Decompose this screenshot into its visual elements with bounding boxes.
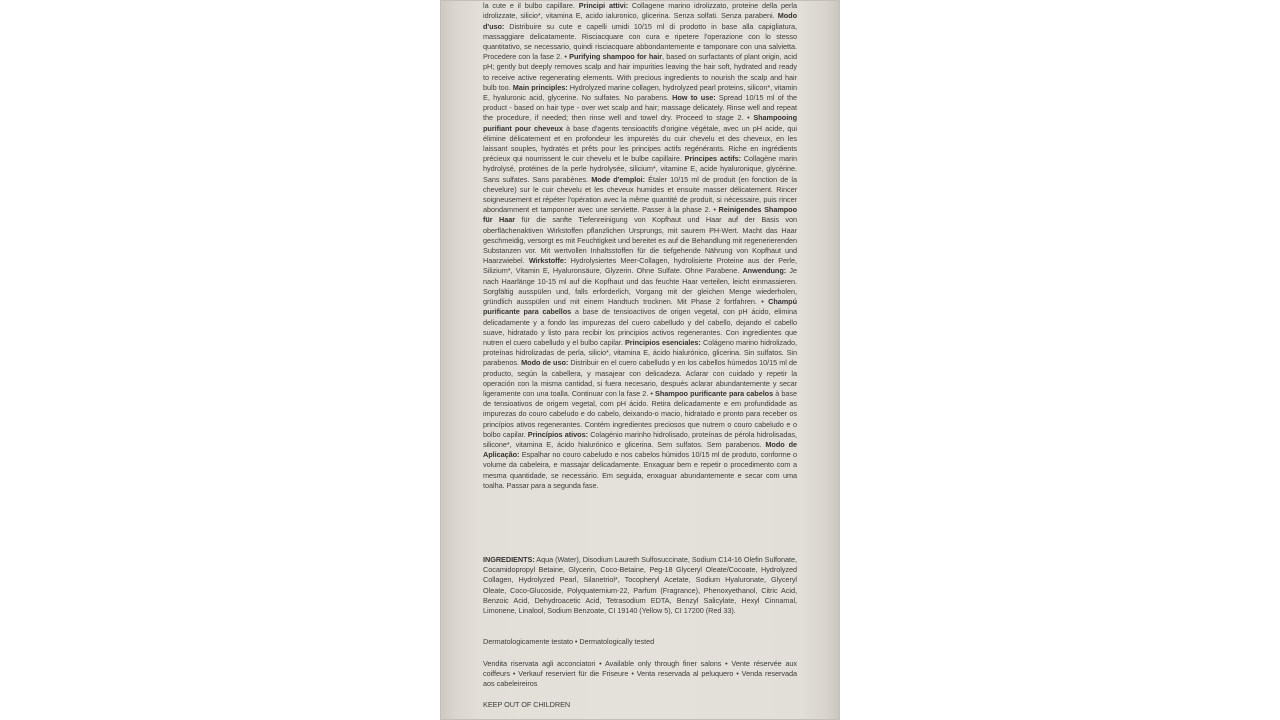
label-heading: Principios esenciales: [624,337,701,347]
label-text: Spread 10/15 ml of the product - based on hair type - over wet scalp and hair; massage delicately. Rinse well and repeat the procedure, if needed; then rinse well and towel dry. Proceed to stage 2. • [483,93,797,123]
label-heading: Shampooing purifiant pour cheveux [483,113,797,133]
label-heading: Modo de Aplicação: [483,439,797,460]
label-heading: Modo d'uso: [483,11,797,31]
label-heading: Shampoo purificante para cabelos [655,388,774,398]
multilingual-description [483,0,797,491]
label-text: Hydrolysiertes Meer-Collagen, hydrolisierte Proteine aus der Perle, Silizium*, Vitamin E, Hyaluronsäure, Glyzerin. Ohne Sulfate. Ohne Parabene. [483,256,797,276]
label-heading: Mode d'emploi: [591,174,645,184]
label-heading: How to use: [672,93,716,103]
label-text: für die sanfte Tiefenreinigung von Kopfhaut und Haar auf der Basis von oberflächenaktiven Wirkstoffen pflanzlichen Ursprungs, mit saurem PH-Wert. Macht das Haar geschmeidig, versorgt es mit Feuchtigkeit und bereitet es auf die Behandlung mit regenerierenden Substanzen vor. Mit wertvollen Inhaltsstoffen für die tiefgehende Nährung von Kopfhaut und Haarzwiebel. [483,215,797,266]
label-heading: Principes actifs: [684,154,741,164]
label-heading: Wirkstoffe: [528,256,567,266]
label-text: Colagénio marinho hidrolisado, proteínas de pérola hidrolisadas, silicone*, vitamina E, ácido hialurónico e glicerina. Sem sulfatos. Sem parabenos. [483,429,797,449]
label-text: Étaler 10/15 ml de produit (en fonction de la chevelure) sur le cuir chevelu et les cheveux humides et ensuite masser délicatement. Rincer soigneusement et répéter l'opération avec la même quantité de produit, si nécessaire, puis rincer abondamment et tamponner avec une serviette. Passer à la phase 2. • [483,174,798,215]
label-heading: Principi attivi: [578,1,629,11]
ingredients-heading: INGREDIENTS: [483,555,535,564]
dermatology-note: Dermatologicamente testato • Dermatologically tested [483,637,655,646]
label-heading: Purifying shampoo for hair [569,52,663,62]
label-heading: Anwendung: [742,266,787,276]
label-text: Collagène marin hydrolysé, protéines de la perle hydrolysée, silicium*, vitamine E, acide hyaluronique, glycérine. Sans sulfates. Sans parabènes. [483,154,797,184]
label-text: , based on surfactants of plant origin, acid pH; gently but deeply removes scalp and hair impurities leaving the hair soft, hydrated and ready to receive active regenerating elements. With precious ingredients to nourish the scalp and hair bulb too. [483,52,798,92]
label-heading: Modo de uso: [521,358,569,368]
label-heading: Main principles: [512,82,568,92]
label-text: Distribuire su cute e capelli umidi 10/15 ml di prodotto in base alla capigliatura, massaggiare delicatamente. Risciacquare con cura e ripetere l'operazione con lo stesso quantitativo, se necessario, quindi risciacquare abbondantemente e tamponare con una salvietta. Procedere con la fase 2. • [483,21,797,62]
warning-note: KEEP OUT OF CHILDREN [483,700,571,709]
label-heading: Champú purificante para cabellos [483,297,797,317]
label-text: Distribuir en el cuero cabelludo y en los cabellos húmedos 10/15 ml de producto, según la cabellera, y masajear con delicadeza. Aclarar con cuidado y repetir la operación con la misma cantidad, si fuera necesario, después aclarar abundantemente y secar ligeramente con una toalla. Continuar con la fase 2. • [483,358,797,398]
label-text: Espalhar no couro cabeludo e nos cabelos húmidos 10/15 ml de produto, conforme o volume da cabeleira, e massajar delicadamente. Enxaguar bem e repetir o procedimento com a mesma quantidade, se necessário. Em seguida, enxaguar abundantemente e secar com uma toalha. Passar para a segunda fase. [483,450,797,490]
label-text: a base de tensioactivos de origen vegetal, con pH ácido, elimina delicadamente y a fondo las impurezas del cuero cabelludo y del cabello, dejando el cabello suave, hidratado y listo para recibir los principios activos regenerantes. Con ingredientes que nutren el cuero cabelludo y el bulbo capilar. [483,307,797,347]
label-text: la cute e il bulbo capillare. [483,1,575,11]
label-text: Je nach Haarlänge 10-15 ml auf die Kopfhaut und das feuchte Haar verteilen, leicht einmassieren. Sorgfältig ausspülen und, falls erforderlich, Vorgang mit der gleichen Menge wiederholen, gründlich ausspülen und mit einem Handtuch trocknen. Mit Phase 2 fortfahren. • [483,266,797,307]
label-text: Colágeno marino hidrolizado, proteínas hidrolizadas de perla, silicio*, vitamina E, ácido hialurónico, glicerina. Sin sulfatos. Sin parabenos. [483,337,797,368]
ingredients-list [483,555,797,616]
label-text: Hydrolyzed marine collagen, hydrolyzed pearl proteins, silicon*, vitamin E, hyaluronic acid, glycerine. No sulfates. No parabens. [483,82,797,103]
label-heading: Reinigendes Shampoo für Haar [483,205,797,225]
label-text: à base d'agents tensioactifs d'origine végétale, avec un pH acide, qui élimine délicatement et en profondeur les impuretés du cuir chevelu et des cheveux, en les laissant souples, hydratés et prêts pour les principes actifs regénérants. Riche en ingrédients précieux qui nourrissent le cuir chevelu et le bulbe capillaire. [483,123,797,164]
label-text: à base de tensioativos de origem vegetal, com pH ácido. Retira delicadamente e em profundidade as impurezas do couro cabeludo e do cabelo, deixando-o macio, hidratado e pronto para receber os princípios ativos regenerantes. Contém ingredientes preciosos que nutrem o couro cabeludo e o bolbo capilar. [483,388,797,439]
label-text: Collagene marino idrolizzato, proteine della perla idrolizzate, silicio*, vitamina E, acido ialuronico, glicerina. Senza solfati. Senza parabeni. [483,1,797,21]
sales-note: Vendita riservata agli acconciatori • Available only through finer salons • Vente réservée aux coiffeurs • Verkauf reserviert für die Friseure • Venta reservada al peluquero • Venda reservada aos cabeleireiros [483,659,797,689]
label-heading: Princípios ativos: [527,429,588,439]
ingredients-text: Aqua (Water), Disodium Laureth Sulfosuccinate, Sodium C14-16 Olefin Sulfonate, Cocamidopropyl Betaine, Glycerin, Coco-Betaine, Peg-18 Glyceryl Oleate/Cocoate, Hydrolyzed Collagen, Hydrolyzed Pearl, Silanetriol*, Tocopheryl Acetate, Sodium Hyaluronate, Glyceryl Oleate, Coco-Glucoside, Polyquaternium-22, Parfum (Fragrance), Phenoxyethanol, Citric Acid, Benzoic Acid, Dehydroacetic Acid, Tetrasodium EDTA, Benzyl Salicylate, Hexyl Cinnamal, Limonene, Linalool, Sodium Benzoate, CI 19140 (Yellow 5), CI 17200 (Red 33). [483,555,797,616]
